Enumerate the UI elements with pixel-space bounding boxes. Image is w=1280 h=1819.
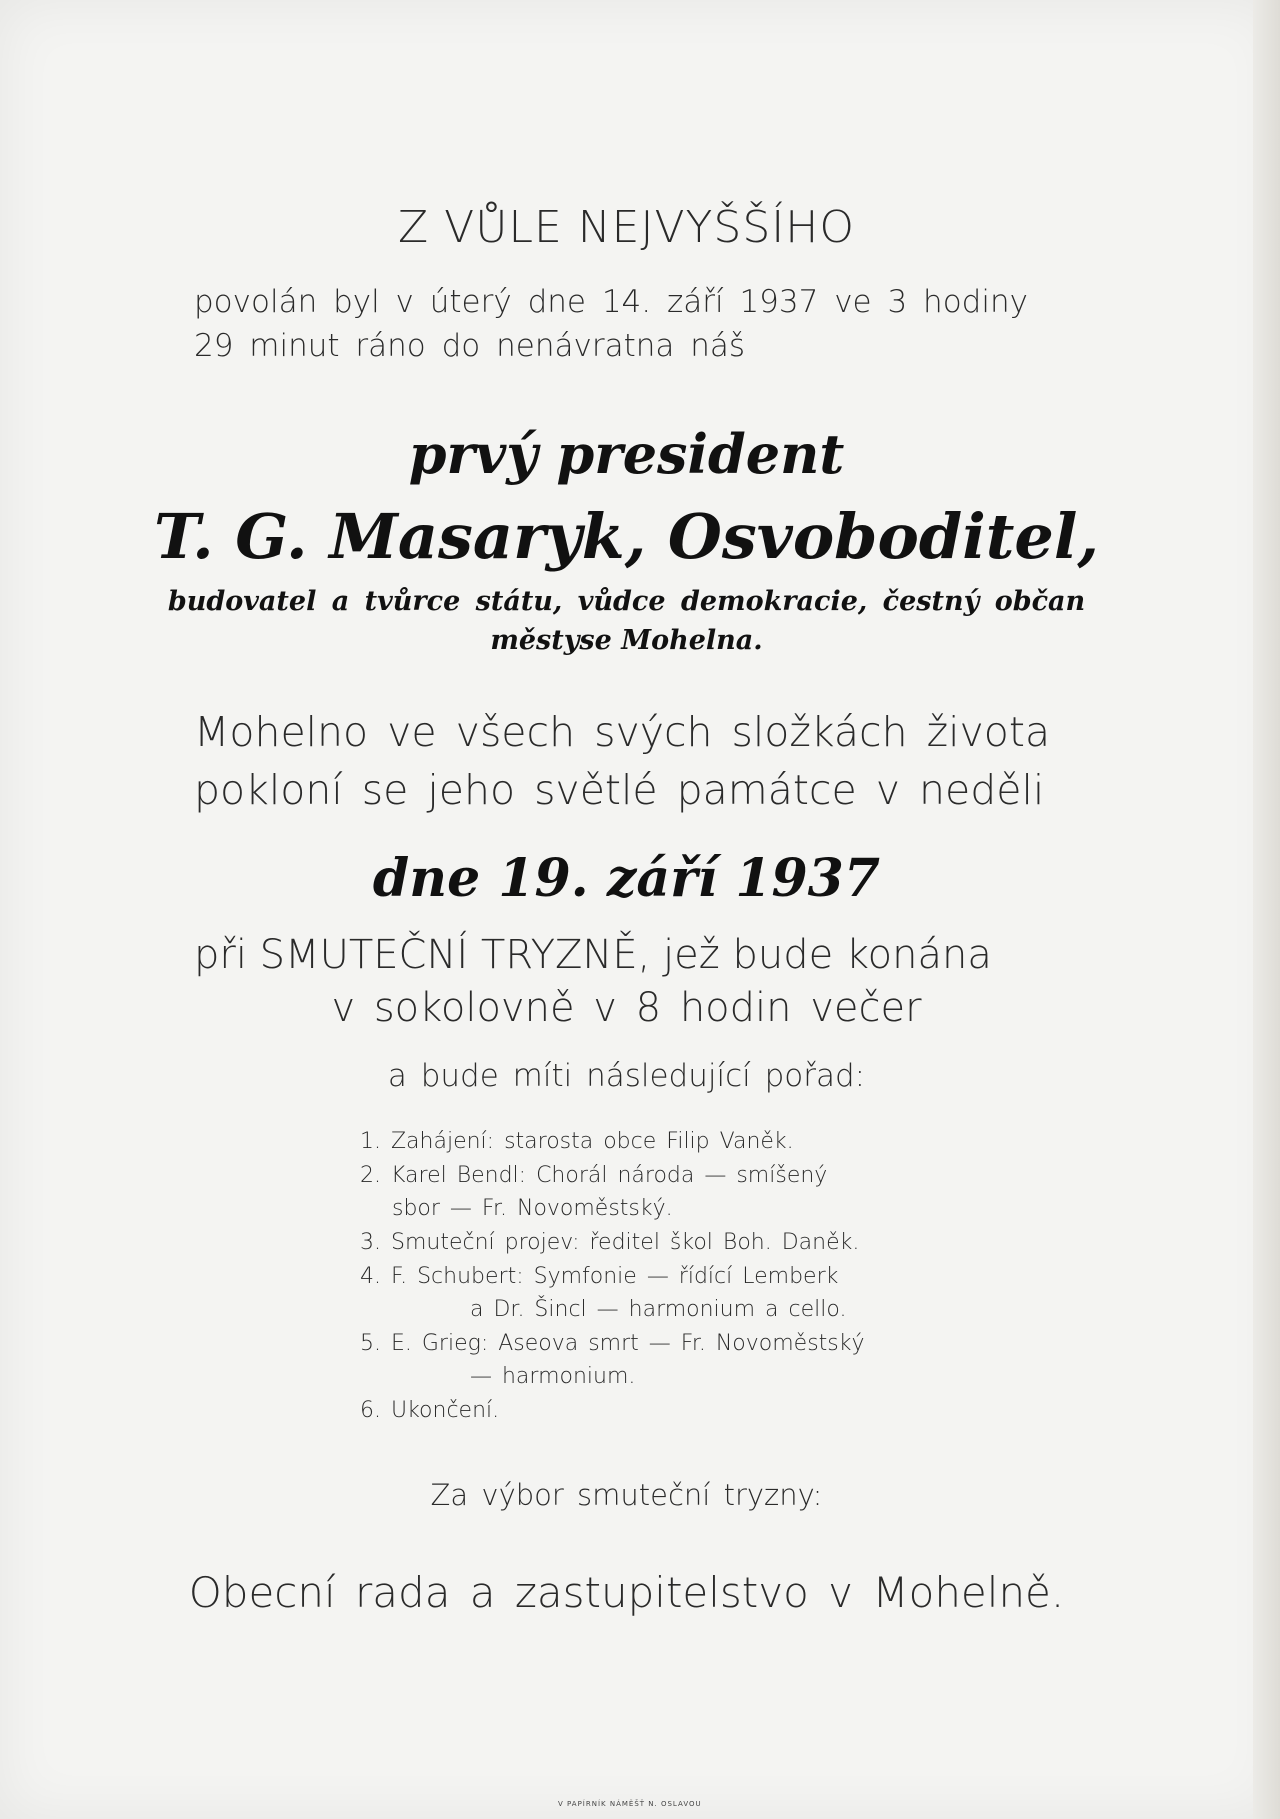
title-line-2: T. G. Masaryk, Osvoboditel, (153, 500, 1100, 573)
printer-imprint: V PAPÍRNÍK NÁMĚŠŤ N. OSLAVOU (558, 1800, 702, 1808)
body-line-2: pokloní se jeho světlé památce v neděli (194, 766, 1045, 814)
program-item-2: 2. Karel Bendl: Chorál národa — smíšený (360, 1163, 828, 1188)
event-line-2: v sokolovně v 8 hodin večer (331, 985, 922, 1031)
intro-line-1: povolán byl v úterý dne 14. září 1937 ve 3 hodiny (194, 284, 1028, 320)
description-line-2: městyse Mohelna. (490, 625, 763, 656)
program-item-6: 6. Ukončení. (360, 1398, 500, 1423)
paper-fold (1253, 0, 1280, 1819)
description-line-1: budovatel a tvůrce státu, vůdce demokracie, čestný občan (167, 586, 1086, 617)
program-intro: a bude míti následující pořad: (387, 1058, 866, 1094)
council-signature: Obecní rada a zastupitelstvo v Mohelně. (188, 1568, 1065, 1617)
body-line-1: Mohelno ve všech svých složkách života (194, 708, 1051, 756)
intro-line-2: 29 minut ráno do nenávratna náš (194, 328, 746, 364)
title-line-1: prvý president (408, 422, 845, 486)
program-item-1: 1. Zahájení: starosta obce Filip Vaněk. (360, 1129, 794, 1154)
event-line-1: při SMUTEČNÍ TRYZNĚ, jež bude konána (194, 932, 992, 978)
program-item-4: 4. F. Schubert: Symfonie — řídící Lemberk (360, 1264, 839, 1289)
event-date: dne 19. září 1937 (372, 848, 881, 909)
heading: Z VŮLE NEJVYŠŠÍHO (398, 202, 855, 253)
program-item-2-cont: sbor — Fr. Novoměstský. (392, 1196, 673, 1221)
program-item-4-cont: a Dr. Šincl — harmonium a cello. (470, 1297, 847, 1322)
committee-line: Za výbor smuteční tryzny: (430, 1478, 823, 1512)
program-item-5-cont: — harmonium. (470, 1364, 636, 1389)
program-item-5: 5. E. Grieg: Aseova smrt — Fr. Novoměstský (360, 1331, 865, 1356)
program-item-3: 3. Smuteční projev: ředitel škol Boh. Daněk. (360, 1230, 860, 1255)
